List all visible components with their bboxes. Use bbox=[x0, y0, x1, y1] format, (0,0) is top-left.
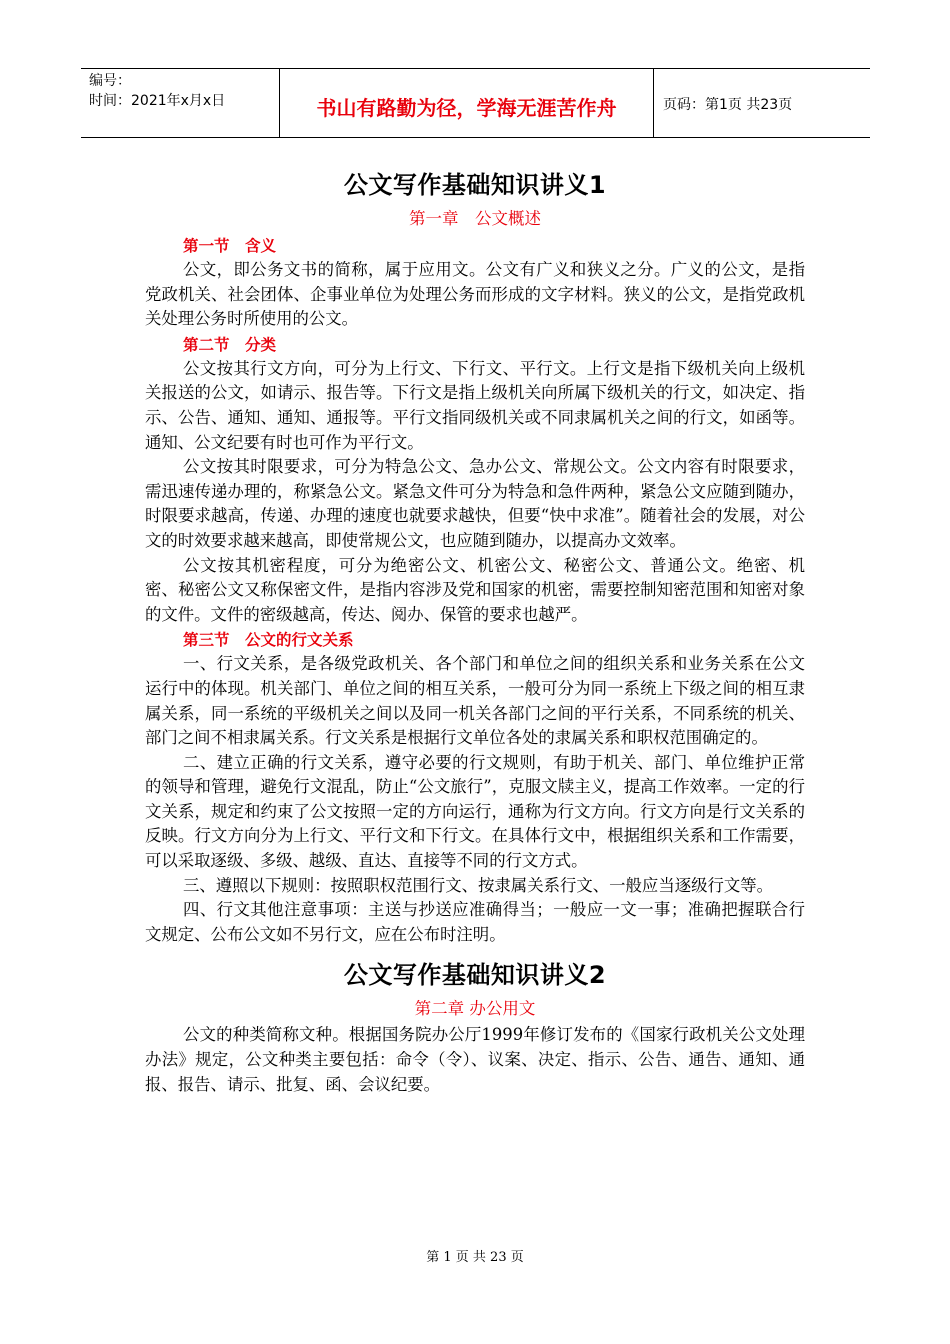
section-heading-2: 第二节 分类 bbox=[183, 334, 277, 354]
document-time-label: 时间：2021年x月x日 bbox=[89, 93, 226, 109]
document-number-label: 编号： bbox=[89, 73, 131, 89]
paragraph: 公文按其行文方向，可分为上行文、下行文、平行文。上行文是指下级机关向上级机关报送的公文，如请示、报告等。下行文是指上级机关向所属下级机关的行文，如决定、指示、公告、通知、通知、通报等。平行文指同级机关或不同隶属机关之间的行文，如函等。通知、公文纪要有时也可作为平行文。 bbox=[145, 358, 805, 452]
paragraph: 公文的种类简称文种。根据国务院办公厅1999年修订发布的《国家行政机关公文处理办法》规定，公文种类主要包括：命令（令）、议案、决定、指示、公告、通告、通知、通报、报告、请示、批复、函、会议纪要。 bbox=[145, 1025, 805, 1094]
header-page-info: 页码：第1页 共23页 bbox=[663, 97, 793, 113]
paragraph: 四、行文其他注意事项：主送与抄送应准确得当；一般应一文一事；准确把握联合行文规定、公布公文如不另行文，应在公布时注明。 bbox=[145, 900, 805, 944]
section-heading-3: 第三节 公文的行文关系 bbox=[183, 630, 354, 650]
paragraph: 公文，即公务文书的简称，属于应用文。公文有广义和狭义之分。广义的公文，是指党政机关、社会团体、企事业单位为处理公务而形成的文字材料。狭义的公文，是指党政机关处理公务时所使用的公文。 bbox=[145, 260, 805, 329]
document-title-1: 公文写作基础知识讲义1 bbox=[343, 171, 607, 199]
header-meta bbox=[81, 69, 280, 137]
header-motto: 书山有路勤为径，学海无涯苦作舟 bbox=[280, 69, 654, 137]
paragraph: 一、行文关系，是各级党政机关、各个部门和单位之间的组织关系和业务关系在公文运行中的体现。机关部门、单位之间的相互关系，一般可分为同一系统上下级之间的相互隶属关系，同一系统的平级机关之间以及同一机关各部门之间的平行关系，不同系统的机关、部门之间不相隶属关系。行文关系是根据行文单位各处的隶属关系和职权范围确定的。 bbox=[145, 654, 805, 748]
page-header bbox=[81, 68, 870, 138]
section-heading-1: 第一节 含义 bbox=[183, 236, 277, 255]
paragraph: 三、遵照以下规则：按照职权范围行文、按隶属关系行文、一般应当逐级行文等。 bbox=[183, 875, 774, 895]
page-footer: 第 1 页 共 23 页 bbox=[426, 1250, 524, 1265]
chapter-heading-1: 第一章 公文概述 bbox=[409, 209, 541, 228]
document-body bbox=[145, 163, 805, 1097]
document-title-2: 公文写作基础知识讲义2 bbox=[343, 961, 607, 990]
chapter-heading-2: 第二章 办公用文 bbox=[414, 999, 536, 1019]
paragraph: 公文按其时限要求，可分为特急公文、急办公文、常规公文。公文内容有时限要求，需迅速传递办理的，称紧急公文。紧急文件可分为特急和急件两种，紧急公文应随到随办，时限要求越高，传递、办理的速度也就要求越快，但要“快中求准”。随着社会的发展，对公文的时效要求越来越高，即使常规公文，也应随到随办，以提高办文效率。 bbox=[145, 457, 805, 550]
paragraph: 二、建立正确的行文关系，遵守必要的行文规则，有助于机关、部门、单位维护正常的领导和管理，避免行文混乱，防止“公文旅行”，克服文牍主义，提高工作效率。一定的行文关系，规定和约束了公文按照一定的方向运行，通称为行文方向。行文方向是行文关系的反映。行文方向分为上行文、平行文和下行文。在具体行文中，根据组织关系和工作需要，可以采取逐级、多级、越级、直达、直接等不同的行文方式。 bbox=[145, 752, 805, 871]
paragraph: 公文按其机密程度，可分为绝密公文、机密公文、秘密公文、普通公文。绝密、机密、秘密公文又称保密文件，是指内容涉及党和国家的机密，需要控制知密范围和知密对象的文件。文件的密级越高，传达、阅办、保管的要求也越严。 bbox=[145, 555, 805, 624]
